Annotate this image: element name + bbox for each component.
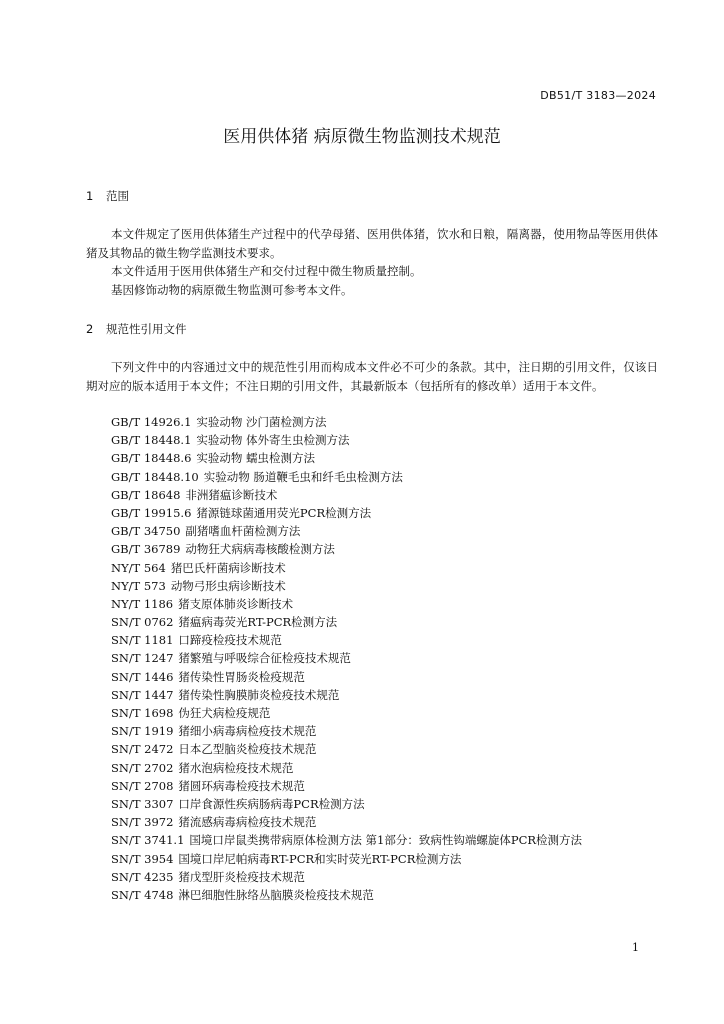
reference-item <box>111 759 582 777</box>
section-2-body <box>86 358 658 395</box>
reference-code: SN/T 1446 <box>111 669 174 684</box>
reference-title: 猪繁殖与呼吸综合征检疫技术规范 <box>178 651 351 666</box>
reference-code: GB/T 18448.6 <box>111 451 192 466</box>
reference-item <box>111 777 582 795</box>
paragraph: 本文件规定了医用供体猪生产过程中的代孕母猪、医用供体猪，饮水和日粮，隔离器，使用物品等医用供体猪及其物品的微生物学监测技术要求。 <box>86 227 658 260</box>
reference-item <box>111 468 582 486</box>
section-number: 2 <box>86 322 94 336</box>
reference-item <box>111 722 582 740</box>
reference-title: 口岸食源性疾病肠病毒PCR检测方法 <box>178 796 365 811</box>
reference-item <box>111 613 582 631</box>
reference-code: SN/T 1447 <box>111 687 174 702</box>
reference-code: SN/T 3307 <box>111 796 174 811</box>
reference-item <box>111 740 582 758</box>
reference-code: SN/T 3954 <box>111 851 174 866</box>
reference-title: 动物弓形虫病诊断技术 <box>170 578 286 593</box>
reference-code: NY/T 564 <box>111 560 166 575</box>
reference-code: NY/T 573 <box>111 578 166 593</box>
reference-code: SN/T 1698 <box>111 706 174 720</box>
reference-item <box>111 540 582 558</box>
reference-code: GB/T 18448.10 <box>111 469 199 484</box>
paragraph: 下列文件中的内容通过文中的规范性引用而构成本文件必不可少的条款。其中，注日期的引用文件，仅该日期对应的版本适用于本文件；不注日期的引用文件，其最新版本（包括所有的修改单）适用于本文件。 <box>86 360 658 393</box>
reference-item <box>111 886 582 904</box>
section-2-heading <box>86 321 187 337</box>
reference-title: 猪瘟病毒荧光RT-PCR检测方法 <box>178 615 338 630</box>
reference-item <box>111 850 582 868</box>
reference-code: SN/T 1919 <box>111 724 174 739</box>
reference-code: SN/T 3741.1 <box>111 833 185 848</box>
reference-item <box>111 649 582 667</box>
reference-code: SN/T 4748 <box>111 887 174 902</box>
reference-item <box>111 813 582 831</box>
reference-item <box>111 577 582 595</box>
reference-title: 副猪嗜血杆菌检测方法 <box>185 524 301 539</box>
reference-code: SN/T 2702 <box>111 760 174 775</box>
section-number: 1 <box>86 189 94 203</box>
reference-title: 猪细小病毒病检疫技术规范 <box>178 724 317 739</box>
reference-code: GB/T 34750 <box>111 524 181 539</box>
reference-title: 猪传染性胸膜肺炎检疫技术规范 <box>178 687 340 702</box>
page-number: 1 <box>632 941 639 954</box>
reference-item <box>111 559 582 577</box>
reference-list <box>111 413 582 904</box>
reference-code: GB/T 18648 <box>111 487 181 502</box>
reference-code: SN/T 3972 <box>111 815 174 830</box>
reference-item <box>111 868 582 886</box>
reference-title: 伪狂犬病检疫规范 <box>178 706 271 720</box>
reference-title: 动物狂犬病病毒核酸检测方法 <box>185 542 335 557</box>
reference-code: SN/T 2472 <box>111 742 174 757</box>
paragraph: 本文件适用于医用供体猪生产和交付过程中微生物质量控制。 <box>111 264 422 278</box>
reference-item <box>111 631 582 649</box>
reference-title: 实验动物 肠道鞭毛虫和纤毛虫检测方法 <box>203 469 403 484</box>
reference-item <box>111 668 582 686</box>
reference-title: 实验动物 蠕虫检测方法 <box>196 451 316 466</box>
reference-title: 国境口岸尼帕病毒RT-PCR和实时荧光RT-PCR检测方法 <box>178 851 462 866</box>
reference-code: GB/T 36789 <box>111 542 181 557</box>
reference-title: 国境口岸鼠类携带病原体检测方法 第1部分：致病性钩端螺旋体PCR检测方法 <box>189 833 583 848</box>
reference-title: 非洲猪瘟诊断技术 <box>185 487 278 502</box>
reference-item <box>111 504 582 522</box>
reference-item <box>111 831 582 849</box>
reference-title: 猪水泡病检疫技术规范 <box>178 760 294 775</box>
paragraph: 基因修饰动物的病原微生物监测可参考本文件。 <box>111 282 353 297</box>
reference-title: 猪支原体肺炎诊断技术 <box>178 596 294 611</box>
reference-code: NY/T 1186 <box>111 596 174 611</box>
reference-code: GB/T 19915.6 <box>111 505 192 520</box>
document-title: 医用供体猪 病原微生物监测技术规范 <box>223 127 501 147</box>
reference-title: 猪源链球菌通用荧光PCR检测方法 <box>196 505 372 520</box>
reference-code: GB/T 14926.1 <box>111 415 192 429</box>
section-1-body <box>86 225 658 299</box>
section-1-heading <box>86 188 129 204</box>
reference-item <box>111 686 582 704</box>
reference-title: 淋巴细胞性脉络丛脑膜炎检疫技术规范 <box>178 887 374 902</box>
reference-title: 实验动物 体外寄生虫检测方法 <box>196 433 350 448</box>
reference-code: GB/T 18448.1 <box>111 433 192 448</box>
reference-title: 猪流感病毒病检疫技术规范 <box>178 815 317 830</box>
reference-item <box>111 413 582 431</box>
reference-title: 实验动物 沙门菌检测方法 <box>196 415 327 429</box>
reference-item <box>111 431 582 449</box>
reference-title: 口蹄疫检疫技术规范 <box>178 633 282 648</box>
reference-item <box>111 595 582 613</box>
reference-code: SN/T 0762 <box>111 615 174 630</box>
reference-item <box>111 449 582 467</box>
reference-item <box>111 795 582 813</box>
section-title: 范围 <box>106 189 129 203</box>
reference-title: 猪巴氏杆菌病诊断技术 <box>170 560 286 575</box>
document-code: DB51/T 3183—2024 <box>540 89 656 102</box>
reference-title: 猪圆环病毒检疫技术规范 <box>178 778 305 793</box>
reference-code: SN/T 1247 <box>111 651 174 666</box>
reference-item <box>111 704 582 722</box>
reference-title: 猪传染性胃肠炎检疫规范 <box>178 669 305 684</box>
reference-item <box>111 486 582 504</box>
section-title: 规范性引用文件 <box>106 322 187 336</box>
reference-title: 猪戊型肝炎检疫技术规范 <box>178 869 305 884</box>
reference-code: SN/T 1181 <box>111 633 174 648</box>
reference-code: SN/T 2708 <box>111 778 174 793</box>
reference-code: SN/T 4235 <box>111 869 174 884</box>
reference-item <box>111 522 582 540</box>
reference-title: 日本乙型脑炎检疫技术规范 <box>178 742 317 757</box>
